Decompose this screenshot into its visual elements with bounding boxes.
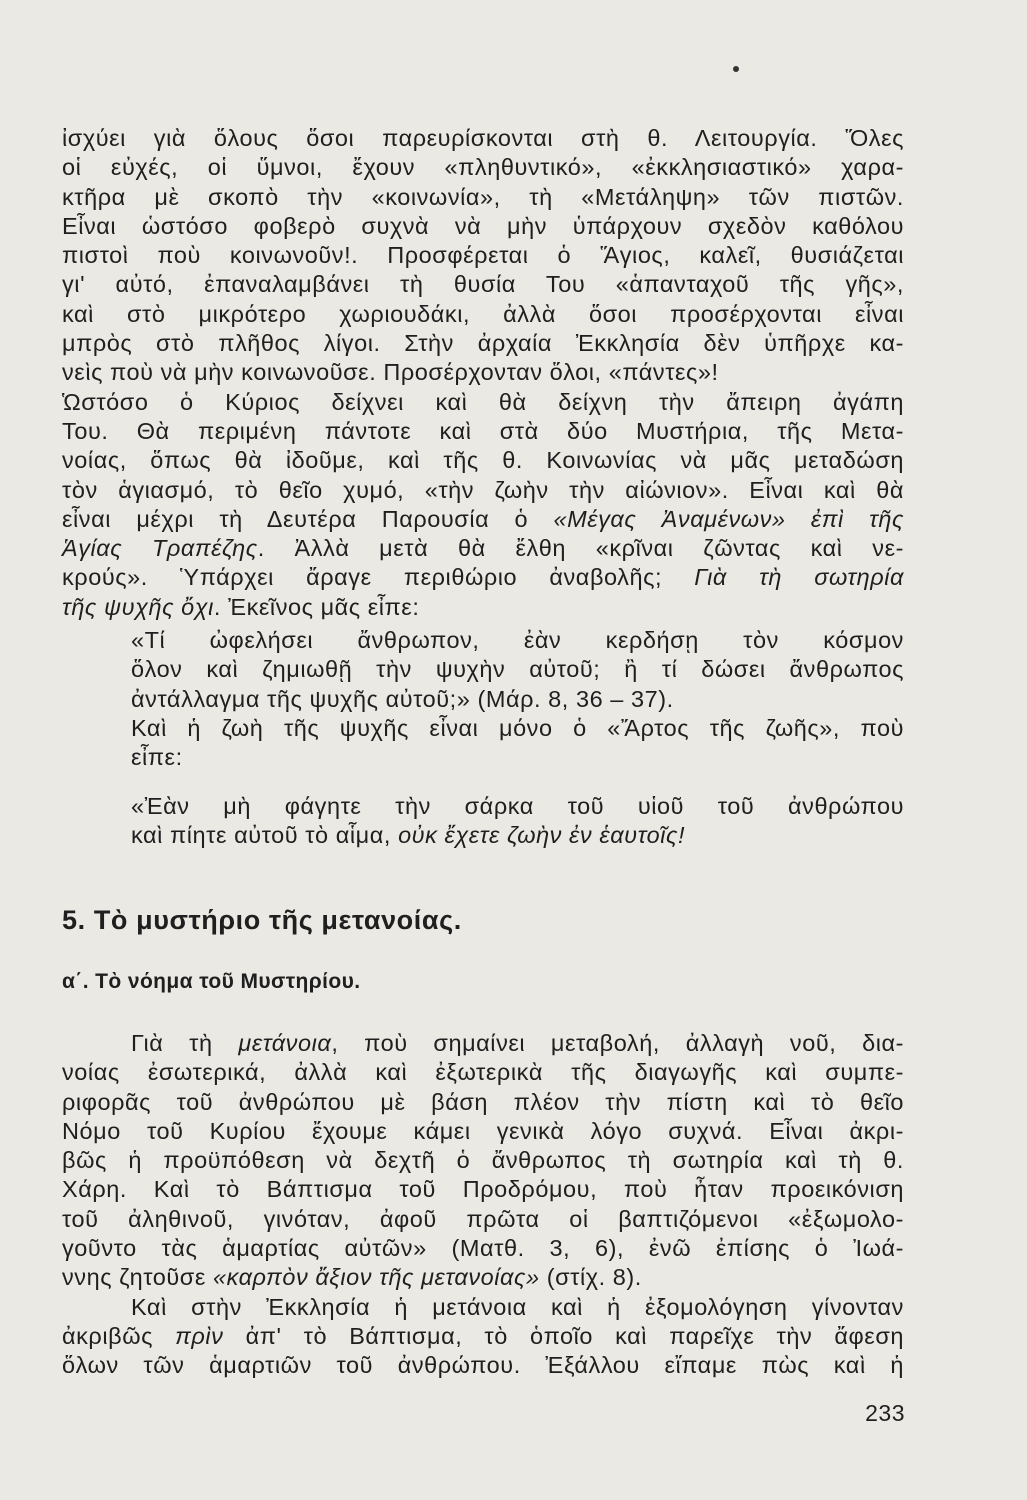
text-run: εἶναι μέχρι τὴ Δευτέρα Παρουσία ὁ	[62, 505, 554, 532]
text-line	[62, 563, 904, 592]
text-run: , ποὺ σημαίνει μεταβολή, ἀλλαγὴ νοῦ, δια-	[331, 1030, 904, 1056]
text-line: Καὶ στὴν Ἐκκλησία ἡ μετάνοια καὶ ἡ ἐξομολόγηση γίνονταν	[131, 1293, 904, 1320]
quote-mark-8	[131, 626, 904, 772]
text-run: . Ἀλλὰ μετὰ θὰ ἔλθη «κρῖναι ζῶντας καὶ νε-	[257, 535, 904, 562]
text-line: Ὡστόσο ὁ Κύριος δείχνει καὶ θὰ δείχνη τὴν ἄπειρη ἀγάπη	[62, 388, 904, 415]
text-run: Γιὰ τὴ	[131, 1030, 239, 1056]
italic-run: πρὶν	[175, 1322, 224, 1349]
text-line: καὶ στὸ μικρότερο χωριουδάκι, ἀλλὰ ὅσοι προσέρχονται εἶναι	[62, 300, 904, 327]
text-line: γι' αὐτό, ἐπαναλαμβάνει τὴ θυσία Του «ἁπανταχοῦ τῆς γῆς»,	[62, 271, 904, 298]
text-line: πιστοὶ ποὺ κοινωνοῦν!. Προσφέρεται ὁ Ἅγιος, καλεῖ, θυσιάζεται	[62, 242, 904, 269]
quote-line: Καὶ ἡ ζωὴ τῆς ψυχῆς εἶναι μόνο ὁ «Ἄρτος τῆς ζωῆς», ποὺ	[131, 714, 904, 741]
italic-run: οὐκ ἔχετε ζωὴν ἐν ἑαυτοῖς!	[398, 822, 686, 849]
text-line	[62, 593, 904, 622]
italic-run: «Μέγας Ἀναμένων» ἐπὶ τῆς	[553, 505, 904, 532]
text-run: ννης ζητοῦσε	[62, 1264, 213, 1291]
page-number: 233	[865, 1400, 905, 1426]
text-line	[62, 505, 904, 534]
text-line: τοῦ ἀληθινοῦ, γινόταν, ἀφοῦ πρῶτα οἱ βαπτιζόμενοι «ἐξωμολο-	[62, 1205, 904, 1232]
text-line: νοίας ἐσωτερικά, ἀλλὰ καὶ ἐξωτερικὰ τῆς διαγωγῆς καὶ συμπε-	[62, 1059, 904, 1086]
text-line: Του. Θὰ περιμένη πάντοτε καὶ στὰ δύο Μυστήρια, τῆς Μετα-	[62, 417, 904, 444]
quote-line	[131, 821, 904, 850]
text-line: Χάρη. Καὶ τὸ Βάπτισμα τοῦ Προδρόμου, ποὺ ἦταν προεικόνιση	[62, 1176, 904, 1203]
quote-line: εἶπε:	[131, 744, 183, 771]
text-line: βῶς ἡ προϋπόθεση νὰ δεχτῆ ὁ ἄνθρωπος τὴ σωτηρία καὶ τὴ θ.	[62, 1147, 904, 1174]
main-paragraph	[62, 124, 904, 622]
italic-run: «καρπὸν ἄξιον τῆς μετανοίας»	[212, 1264, 540, 1291]
text-line: γοῦντο τὰς ἁμαρτίας αὐτῶν» (Ματθ. 3, 6), ἐνῶ ἐπίσης ὁ Ἰωά-	[62, 1235, 904, 1262]
text-line: νεὶς ποὺ νὰ μὴν κοινωνοῦσε. Προσέρχονταν ὅλοι, «πάντες»!	[62, 359, 719, 386]
text-line: ριφορᾶς τοῦ ἀνθρώπου μὲ βάση πλέον τὴν πίστη καὶ τὸ θεῖο	[62, 1088, 904, 1115]
section-title: 5. Τὸ μυστήριο τῆς μετανοίας.	[62, 905, 462, 935]
text-line: οἱ εὐχές, οἱ ὕμνοι, ἔχουν «πληθυντικό», «ἐκκλησιαστικό» χαρα-	[62, 154, 904, 181]
text-line: κτῆρα μὲ σκοπὸ τὴν «κοινωνία», τὴ «Μετάληψη» τῶν πιστῶν.	[62, 183, 904, 210]
text-run: (στίχ. 8).	[539, 1264, 642, 1291]
text-line	[62, 1029, 904, 1058]
text-run: . Ἐκεῖνος μᾶς εἶπε:	[213, 593, 420, 620]
italic-run: Ἁγίας Τραπέζης	[62, 535, 258, 562]
quote-line: «Τί ὠφελήσει ἄνθρωπον, ἐὰν κερδήσῃ τὸν κόσμον	[131, 627, 904, 653]
text-line: ἰσχύει γιὰ ὅλους ὅσοι παρευρίσκονται στὴ θ. Λειτουργία. Ὅλες	[62, 125, 904, 151]
italic-run: μετάνοια	[238, 1030, 332, 1056]
text-run: ἀπ' τὸ Βάπτισμα, τὸ ὁποῖο καὶ παρεῖχε τὴν ἄφεση	[223, 1322, 904, 1349]
text-line	[62, 534, 904, 563]
paragraph-repentance	[62, 1029, 904, 1381]
text-line: τὸν ἁγιασμό, τὸ θεῖο χυμό, «τὴν ζωὴν τὴν αἰώνιον». Εἶναι καὶ θὰ	[62, 476, 904, 503]
text-line	[62, 1263, 904, 1292]
section-subtitle: α΄. Τὸ νόημα τοῦ Μυστηρίου.	[62, 970, 361, 993]
text-line	[62, 1322, 904, 1351]
text-line: Εἶναι ὡστόσο φοβερὸ συχνὰ νὰ μὴν ὑπάρχουν σχεδὸν καθόλου	[62, 212, 904, 239]
ink-blot	[733, 66, 739, 72]
text-run: ἀκριβῶς	[62, 1322, 176, 1349]
italic-run: Γιὰ τὴ σωτηρία	[694, 564, 904, 591]
text-line: μπρὸς στὸ πλῆθος λίγοι. Στὴν ἀρχαία Ἐκκλησία δὲν ὑπῆρχε κα-	[62, 330, 904, 357]
text-line: νοίας, ὅπως θὰ ἰδοῦμε, καὶ τῆς θ. Κοινωνίας νὰ μᾶς μεταδώση	[62, 447, 904, 474]
text-run: καὶ πίητε αὐτοῦ τὸ αἷμα,	[131, 822, 399, 849]
text-line: ὅλων τῶν ἁμαρτιῶν τοῦ ἀνθρώπου. Ἐξάλλου εἴπαμε πὼς καὶ ἡ	[62, 1352, 904, 1379]
italic-run: τῆς ψυχῆς ὄχι	[62, 593, 214, 620]
text-run: κρούς». Ὑπάρχει ἄραγε περιθώριο ἀναβολῆς;	[62, 564, 695, 591]
quote-line: ἀντάλλαγμα τῆς ψυχῆς αὐτοῦ;» (Μάρ. 8, 36 – 37).	[131, 685, 674, 712]
text-line: Νόμο τοῦ Κυρίου ἔχουμε κάμει γενικὰ λόγο συχνά. Εἶναι ἀκρι-	[62, 1117, 904, 1144]
quote-line: ὅλον καὶ ζημιωθῇ τὴν ψυχὴν αὐτοῦ; ἢ τί δώσει ἄνθρωπος	[131, 656, 904, 683]
quote-line: «Ἐὰν μὴ φάγητε τὴν σάρκα τοῦ υἱοῦ τοῦ ἀνθρώπου	[131, 793, 904, 819]
quote-john-6	[131, 792, 904, 851]
